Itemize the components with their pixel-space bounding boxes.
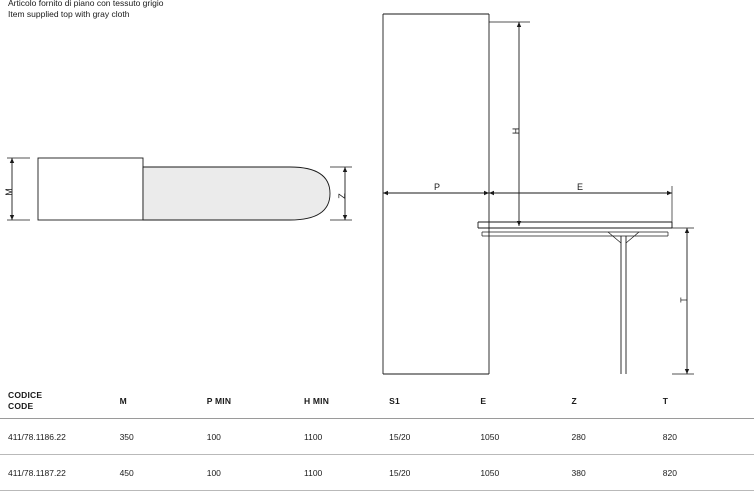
table-row bbox=[0, 419, 754, 455]
table-header-p-min: P MIN bbox=[206, 396, 232, 406]
table-header-code-top: CODICE bbox=[8, 390, 43, 400]
table-header-row bbox=[0, 384, 754, 419]
cell-code: 411/78.1186.22 bbox=[0, 419, 120, 455]
dimension-label-m: M bbox=[4, 188, 14, 196]
specification-table bbox=[0, 384, 754, 491]
cell-code: 411/78.1187.22 bbox=[0, 455, 120, 491]
cell-e: 1050 bbox=[480, 419, 571, 455]
note-line-italian: Articolo fornito di piano con tessuto grigio bbox=[8, 0, 164, 8]
table-header-s1: S1 bbox=[389, 396, 400, 406]
dimension-label-t: T bbox=[679, 297, 689, 303]
cell-h-min: 1100 bbox=[304, 455, 389, 491]
cell-e: 1050 bbox=[480, 455, 571, 491]
cell-p-min: 100 bbox=[207, 455, 304, 491]
note-line-english: Item supplied top with gray cloth bbox=[8, 9, 130, 19]
cell-z: 280 bbox=[572, 419, 663, 455]
table-row bbox=[0, 455, 754, 491]
table-header-code-bottom: CODE bbox=[8, 401, 34, 411]
dimension-label-h: H bbox=[511, 127, 521, 135]
table-header-e: E bbox=[480, 396, 487, 406]
cell-s1: 15/20 bbox=[389, 455, 480, 491]
cell-m: 450 bbox=[120, 455, 207, 491]
table-header-t: T bbox=[662, 396, 669, 406]
cell-p-min: 100 bbox=[207, 419, 304, 455]
cell-s1: 15/20 bbox=[389, 419, 480, 455]
table-header-z: Z bbox=[571, 396, 577, 406]
table-header-code bbox=[0, 384, 120, 419]
dimension-label-e: E bbox=[576, 182, 584, 192]
cell-t: 820 bbox=[663, 419, 754, 455]
table-header-m: M bbox=[119, 396, 127, 406]
cell-h-min: 1100 bbox=[304, 419, 389, 455]
cell-t: 820 bbox=[663, 455, 754, 491]
cell-z: 380 bbox=[572, 455, 663, 491]
dimension-label-z: Z bbox=[337, 193, 347, 199]
cell-m: 350 bbox=[120, 419, 207, 455]
table-header-h-min: H MIN bbox=[304, 396, 330, 406]
dimension-label-p: P bbox=[433, 182, 441, 192]
